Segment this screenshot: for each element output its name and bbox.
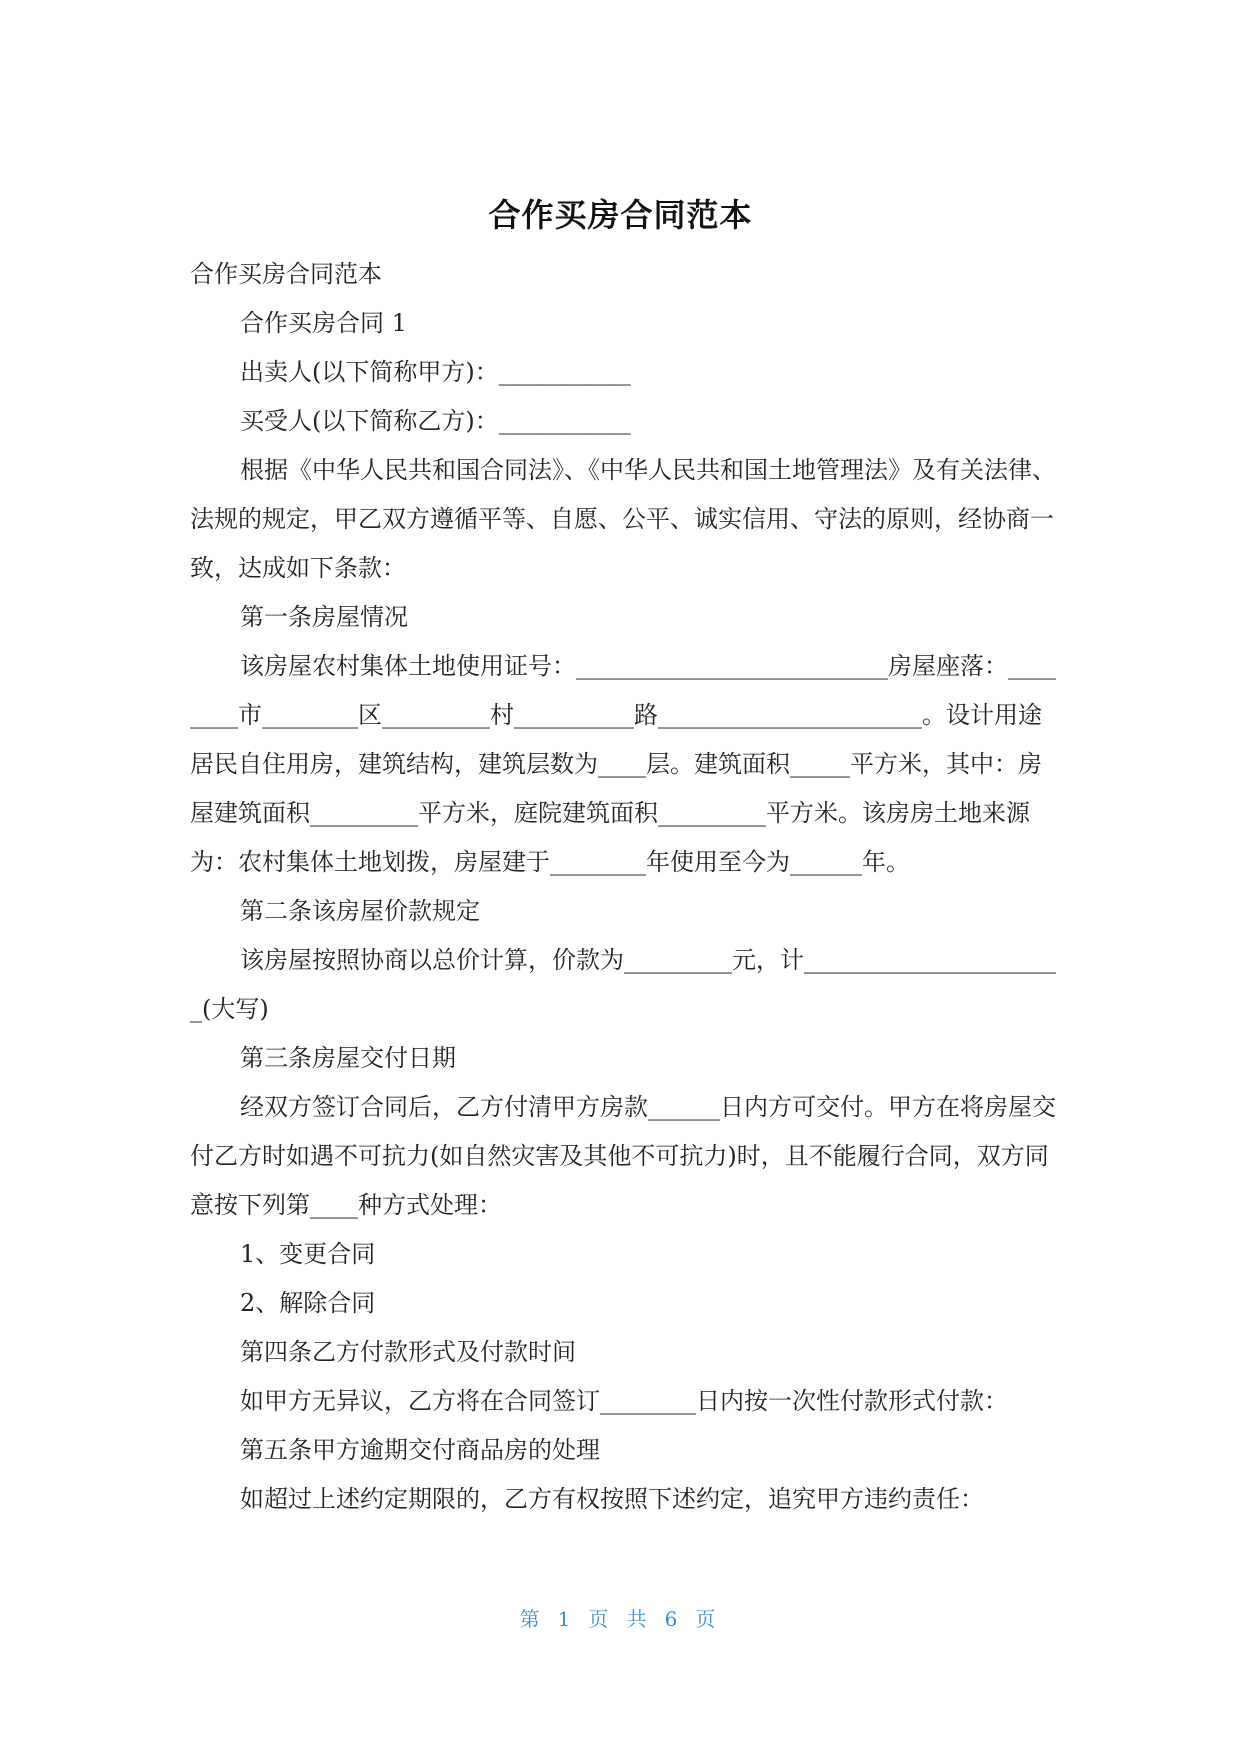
section-heading: 第三条房屋交付日期 [240,1044,456,1072]
section-heading: 第四条乙方付款形式及付款时间 [240,1338,576,1366]
footer-label-page: 第 [519,1607,546,1631]
paragraph: 该房屋按照协商以总价计算，价款为_________元，计______________________(大写) [190,946,1056,1023]
footer-current-page: 1 [557,1607,577,1631]
section-heading: 第五条甲方逾期交付商品房的处理 [240,1436,600,1464]
footer-label-of: 页 共 [588,1607,653,1631]
paragraph: 如甲方无异议，乙方将在合同签订________日内按一次性付款形式付款： [240,1387,1008,1415]
section-heading: 第二条该房屋价款规定 [240,897,480,925]
document-body [190,250,1056,1524]
page-footer [0,1603,1241,1632]
paragraph: 合作买房合同范本 [190,260,382,288]
paragraph: 出卖人(以下简称甲方)：___________ [240,358,631,386]
section-heading: 第一条房屋情况 [240,603,408,631]
paragraph: 如超过上述约定期限的，乙方有权按照下述约定，追究甲方违约责任： [240,1485,984,1513]
paragraph: 该房屋农村集体土地使用证号：__________________________房屋座落：________市________区_________村__________路______________________。设计用途居民自住用房，建筑结构，建筑层数为____层。建筑面积_____平方米，其中：房屋建筑面积_________平方米，庭院建筑面积_________平方米。该房房土地来源为：农村集体土地划拨，房屋建于________年使用至今为______年。 [190,652,1056,876]
paragraph: 经双方签订合同后，乙方付清甲方房款______日内方可交付。甲方在将房屋交付乙方时如遇不可抗力(如自然灾害及其他不可抗力)时，且不能履行合同，双方同意按下列第____种方式处理： [190,1093,1056,1219]
list-item: 1、变更合同 [240,1240,376,1268]
list-item: 2、解除合同 [240,1289,376,1317]
paragraph: 根据《中华人民共和国合同法》、《中华人民共和国土地管理法》及有关法律、法规的规定，甲乙双方遵循平等、自愿、公平、诚实信用、守法的原则，经协商一致，达成如下条款： [190,456,1056,582]
paragraph: 合作买房合同 1 [240,309,407,337]
footer-total-pages: 6 [664,1607,684,1631]
document-title: 合作买房合同范本 [488,196,753,234]
footer-label-pages: 页 [695,1607,722,1631]
paragraph: 买受人(以下简称乙方)：___________ [240,407,631,435]
